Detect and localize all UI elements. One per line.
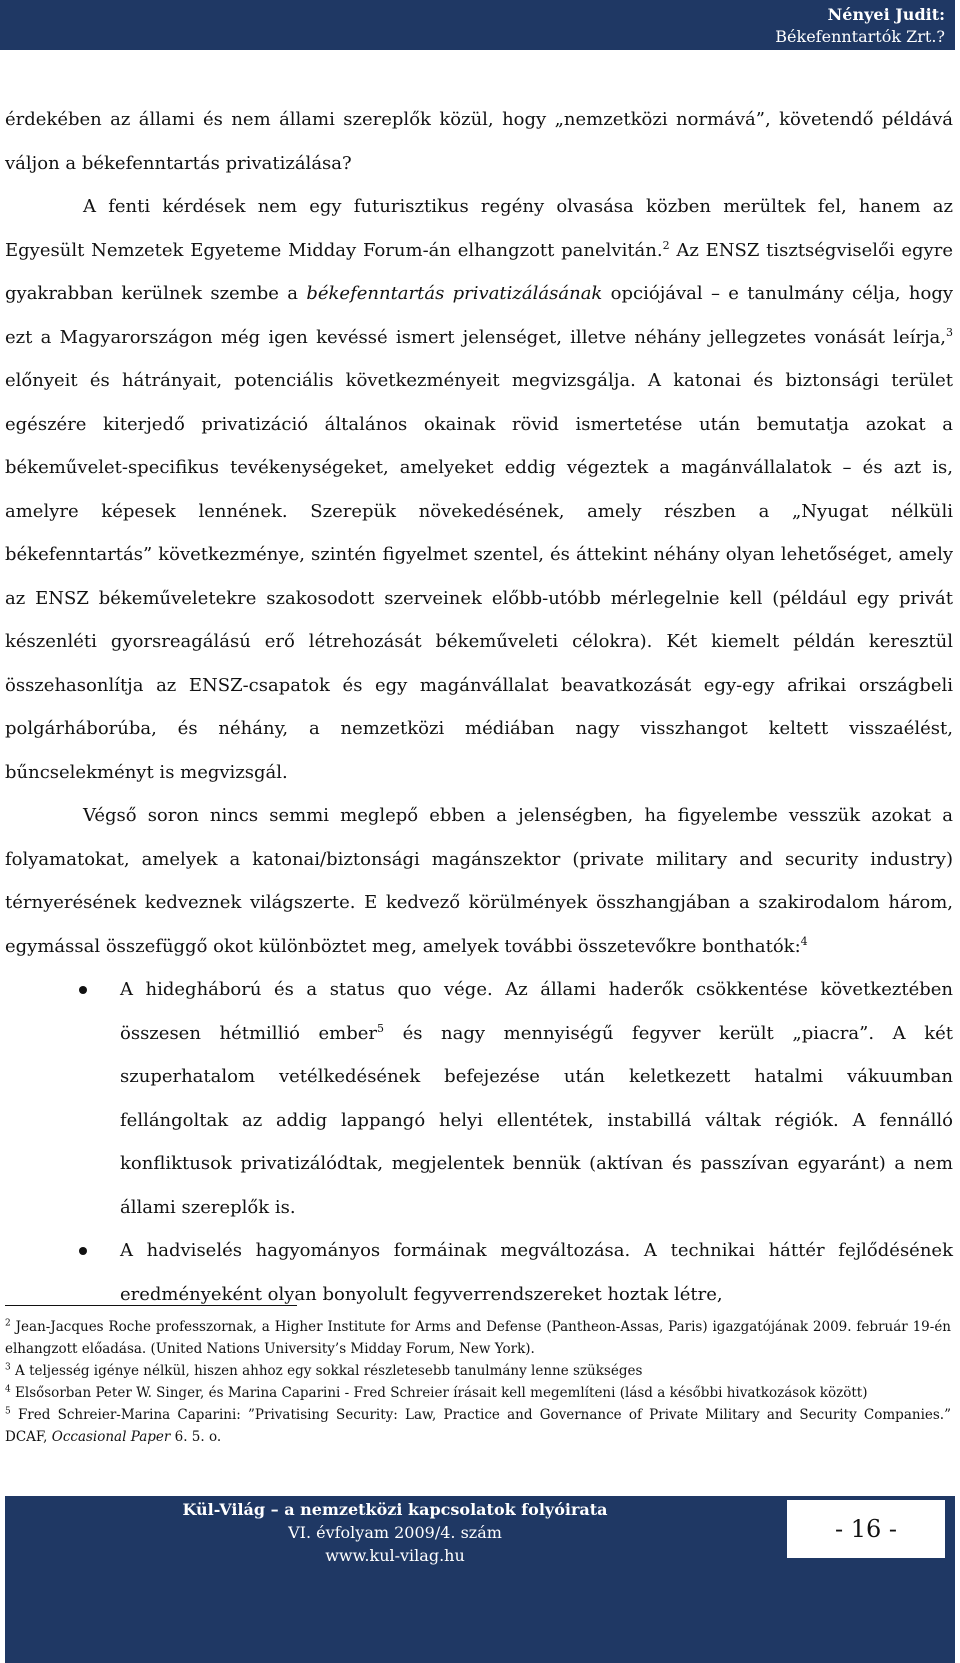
list-item-text: A hidegháború és a status quo vége. Az állami haderők csökkentése következtében összesen hétmillió ember — [120, 979, 953, 1044]
paragraph-text: Az ENSZ tisztségviselői egyre gyakrabban kerülnek szembe a — [5, 239, 953, 304]
bullet-icon — [79, 986, 87, 994]
running-footer — [5, 1496, 955, 1663]
footnote-text: Jean-Jacques Roche professzornak, a Higher Institute for Arms and Defense (Pantheon-Assas, Paris) igazgatójának 2009. február 19-én elhangzott előadása. (United Nations University’s Midday Forum, New York). — [5, 1319, 952, 1357]
footnote-number: 5 — [5, 1406, 11, 1417]
paragraph — [5, 794, 953, 968]
journal-info — [5, 1496, 785, 1567]
list-item — [5, 1229, 953, 1316]
page-number: - 16 - — [787, 1500, 945, 1558]
footnote-ref[interactable]: 2 — [662, 238, 670, 252]
footnote-number: 2 — [5, 1318, 11, 1329]
footnote — [5, 1404, 951, 1448]
footnote — [5, 1316, 951, 1360]
footnote-text: A teljesség igénye nélkül, hiszen ahhoz egy sokkal részletesebb tanulmány lenne szükséges — [15, 1363, 643, 1379]
footnote-italic: Occasional Paper — [51, 1429, 171, 1445]
footnote — [5, 1360, 951, 1382]
footnote-text: Elsősorban Peter W. Singer, és Marina Caparini - Fred Schreier írásait kell megemlíteni (lásd a későbbi hivatkozások között) — [15, 1385, 868, 1401]
footnote-number: 4 — [5, 1384, 11, 1395]
list-item-text: A hadviselés hagyományos formáinak megváltozása. A technikai háttér fejlődésének eredményeként olyan bonyolult fegyverrendszereket hoztak létre, — [120, 1240, 953, 1305]
footnote-separator — [5, 1305, 297, 1306]
paragraph-text: előnyeit és hátrányait, potenciális következményeit megvizsgálja. A katonai és biztonsági terület egészére kiterjedő privatizáció általános okainak rövid ismertetése után bemutatja azokat a békeművelet-specifikus tevékenységeket, amelyeket eddig végeztek a magánvállalatok – és azt is, amelyre képesek lennének. Szerepük növekedésének, amely részben a „Nyugat nélküli békefenntartás” következménye, szintén figyelmet szentel, és áttekint néhány olyan lehetőséget, amely az ENSZ békeműveletekre szakosodott szerveinek előbb-utóbb mérlegelnie kell (például egy privát készenléti gyorsreagálású erő létrehozását békeműveleti célokra). Két kiemelt példán keresztül összehasonlítja az ENSZ-csapatok és egy magánvállalat beavatkozását egy-egy afrikai országbeli polgárháborúba, és néhány, a nemzetközi médiában nagy visszhangot keltett visszaélést, bűncselekményt is megvizsgál. — [5, 370, 953, 783]
list-item-text: és nagy mennyiségű fegyver került „piacra”. A két szuperhatalom vetélkedésének befejezése után keletkezett hatalmi vákuumban fellángoltak az addig lappangó helyi ellentétek, instabillá váltak régiók. A fennálló konfliktusok privatizálódtak, megjelentek bennük (aktívan és passzívan egyaránt) a nem állami szereplők is. — [120, 1022, 953, 1218]
emphasis-text: békefenntartás privatizálásának — [306, 283, 603, 304]
paragraph-text: Végső soron nincs semmi meglepő ebben a jelenségben, ha figyelembe vesszük azokat a folyamatokat, amelyek a katonai/biztonsági magánszektor (private military and security industry) térnyerésének kedveznek világszerte. E kedvező körülmények összhangjában a szakirodalom három, egymással összefüggő okot különböztet meg, amelyek további összetevőkre bonthatók: — [5, 805, 953, 957]
paragraph — [5, 185, 953, 794]
paragraph — [5, 98, 953, 185]
paragraph-text: érdekében az állami és nem állami szereplők közül, hogy „nemzetközi normává”, követendő példává váljon a békefenntartás privatizálása? — [5, 109, 953, 174]
journal-title: Kül-Világ – a nemzetközi kapcsolatok folyóirata — [182, 1500, 608, 1519]
footnote-ref[interactable]: 5 — [377, 1021, 384, 1035]
footnote-text: 6. 5. o. — [170, 1429, 222, 1445]
footnote — [5, 1382, 951, 1404]
bullet-list — [5, 968, 953, 1316]
footnote-ref[interactable]: 3 — [946, 325, 953, 339]
footnote-ref[interactable]: 4 — [800, 934, 808, 948]
paragraph-text: opciójával – e tanulmány célja, hogy ezt a Magyarországon még igen kevéssé ismert jelenséget, illetve néhány jellegzetes vonását leírja, — [5, 283, 954, 348]
list-item — [5, 968, 953, 1229]
journal-issue: VI. évfolyam 2009/4. szám — [288, 1523, 502, 1542]
footnotes — [5, 1316, 951, 1448]
journal-website[interactable]: www.kul-vilag.hu — [325, 1546, 465, 1565]
running-header — [0, 0, 955, 50]
header-article-title: Békefenntartók Zrt.? — [775, 27, 945, 46]
header-author: Nényei Judit: — [827, 5, 945, 24]
footnote-number: 3 — [5, 1362, 11, 1373]
paragraph-text: A fenti kérdések nem egy futurisztikus regény olvasása közben merültek fel, hanem az Egyesült Nemzetek Egyeteme Midday Forum-án elhangzott panelvitán. — [5, 196, 953, 261]
article-body — [5, 98, 953, 1316]
footnote-text: Fred Schreier-Marina Caparini: ”Privatising Security: Law, Practice and Governance of Private Military and Security Companies.” DCAF, — [5, 1407, 951, 1445]
bullet-icon — [79, 1247, 87, 1255]
